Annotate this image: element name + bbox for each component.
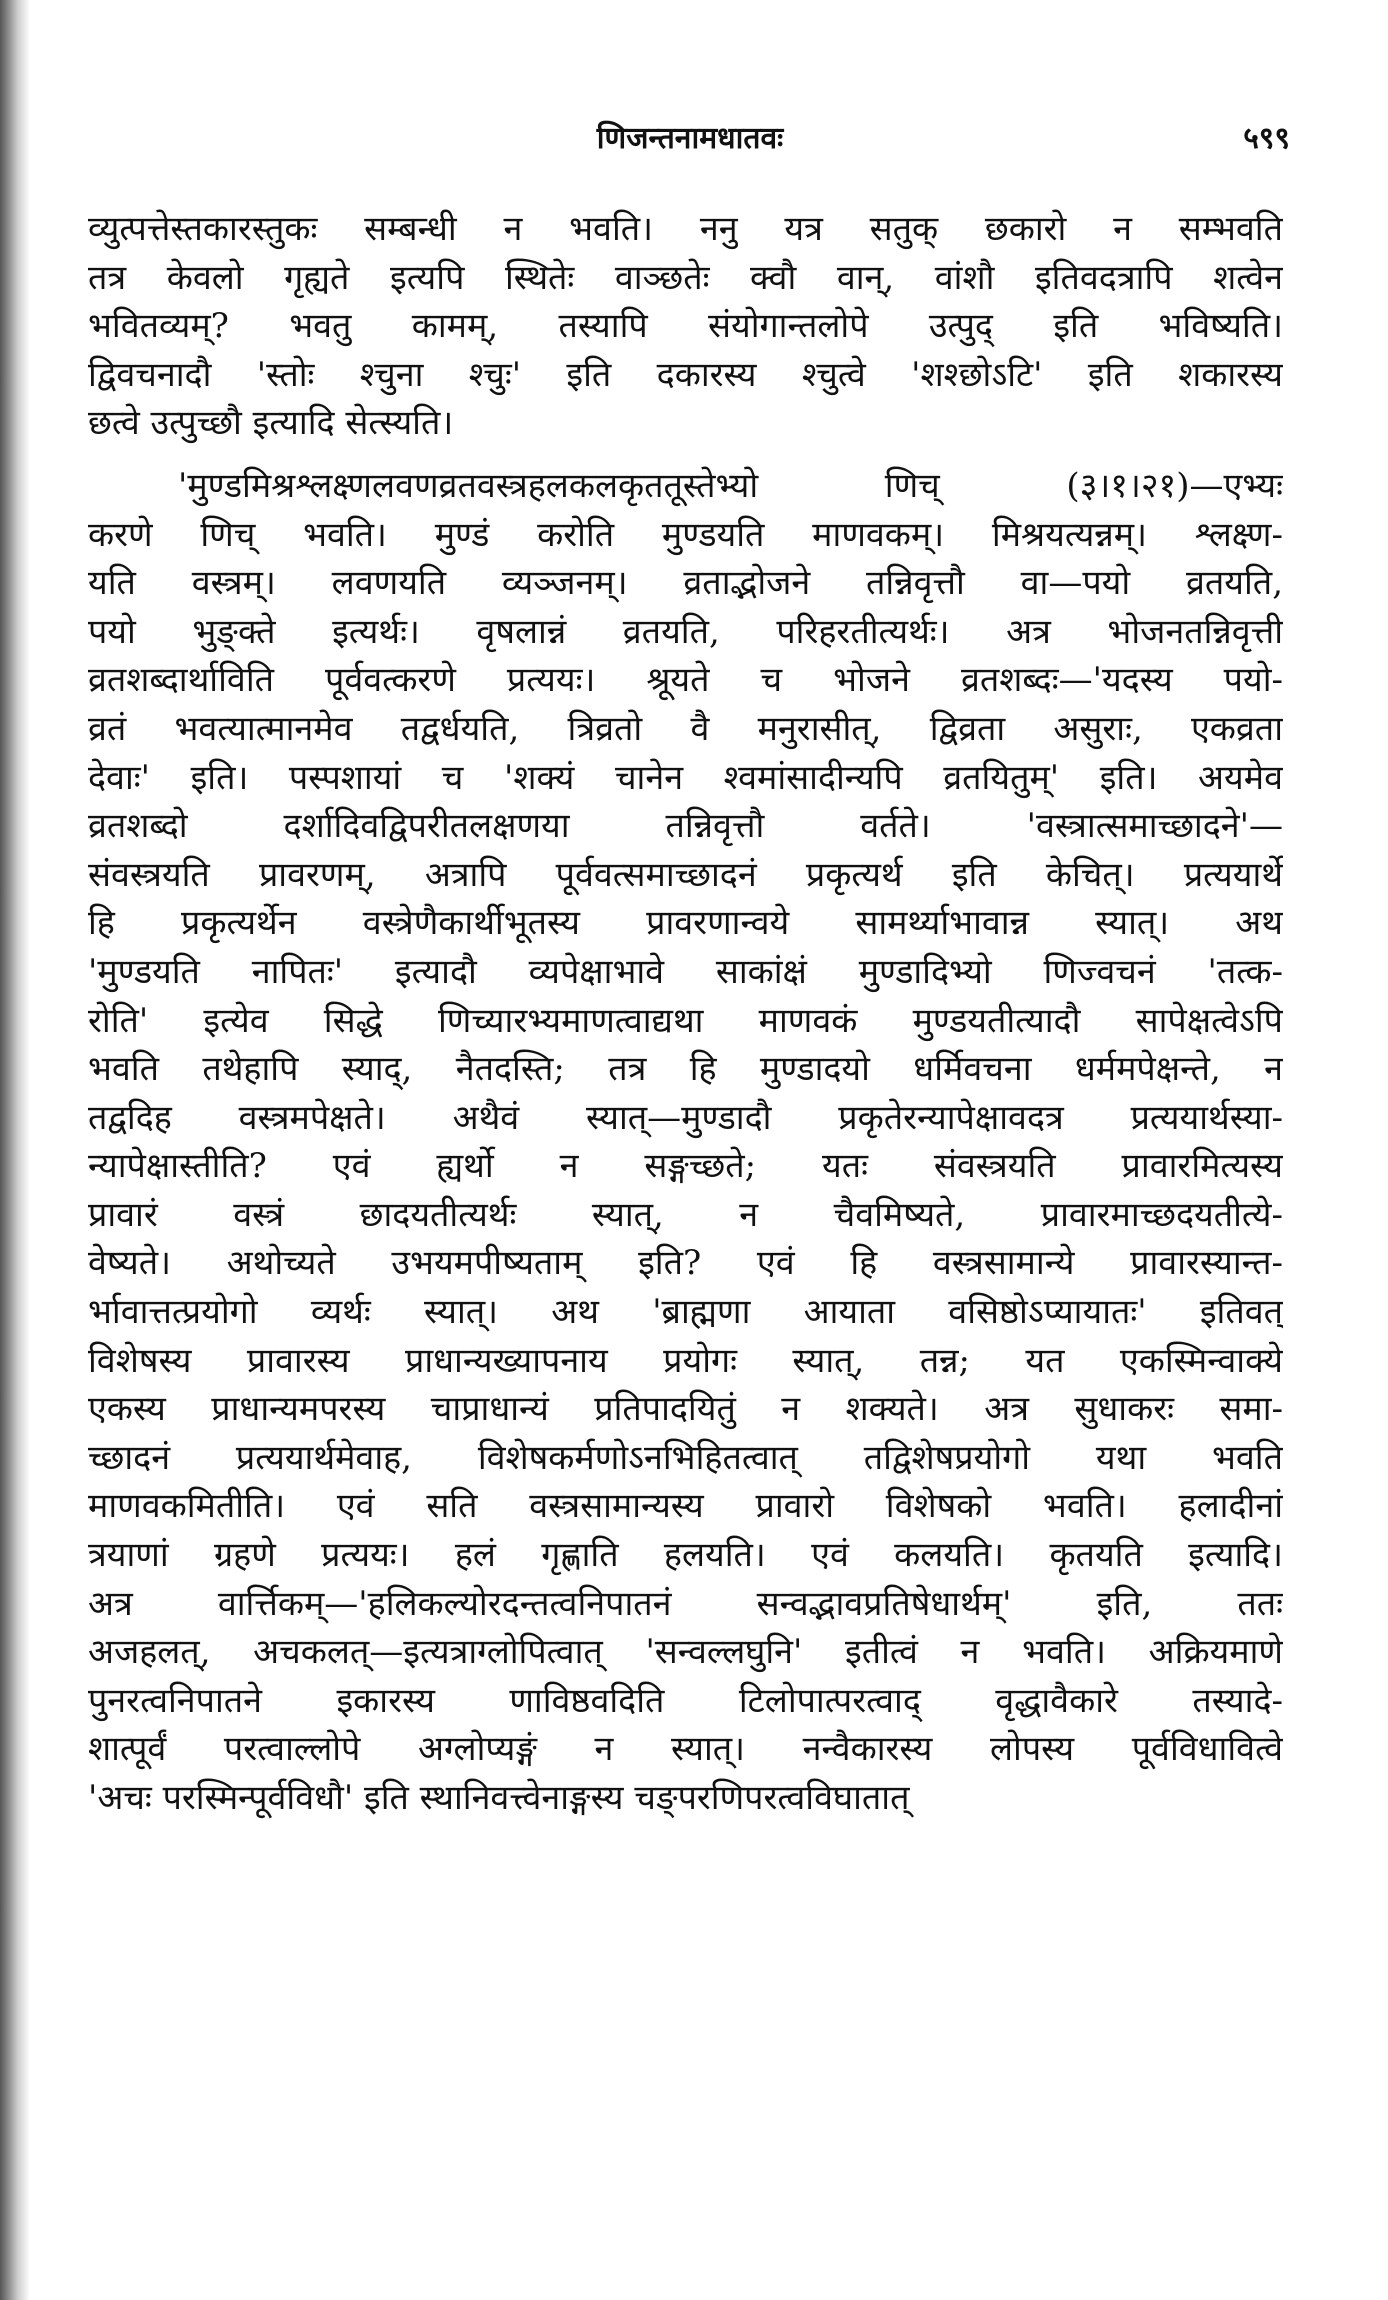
paragraph-1 bbox=[88, 205, 1283, 448]
text-line: 'मुण्डयति नापितः' इत्यादौ व्यपेक्षाभावे साकांक्षं मुण्डादिभ्यो णिज्वचनं 'तत्क- bbox=[88, 951, 1283, 992]
paragraph-2 bbox=[88, 462, 1283, 1823]
text-line: अत्र वार्त्तिकम्—'हलिकल्योरदन्तत्वनिपातनं सन्वद्भावप्रतिषेधार्थम्' इति, ततः bbox=[88, 1583, 1283, 1624]
text-line: व्रतशब्दार्थाविति पूर्ववत्करणे प्रत्ययः। श्रूयते च भोजने व्रतशब्दः—'यदस्य पयो- bbox=[88, 660, 1283, 701]
text-line: त्रयाणां ग्रहणे प्रत्ययः। हलं गृह्णाति हलयति। एवं कलयति। कृतयति इत्यादि। bbox=[88, 1535, 1283, 1576]
text-line: न्यापेक्षास्तीति? एवं ह्यर्थो न सङ्गच्छते; यतः संवस्त्रयति प्रावारमित्यस्य bbox=[88, 1146, 1283, 1187]
text-line: प्रावारं वस्त्रं छादयतीत्यर्थः स्यात्, न चैवमिष्यते, प्रावारमाच्छदयतीत्ये- bbox=[88, 1194, 1283, 1235]
text-line: च्छादनं प्रत्ययार्थमेवाह, विशेषकर्मणोऽनभिहितत्वात् तद्विशेषप्रयोगो यथा भवति bbox=[88, 1437, 1283, 1478]
text-line: 'अचः परस्मिन्पूर्वविधौ' इति स्थानिवत्त्वेनाङ्गस्य चङ्परणिपरत्वविघातात् bbox=[88, 1778, 910, 1818]
text-line: द्विवचनादौ 'स्तोः श्चुना श्चुः' इति दकारस्य श्चुत्वे 'शश्छोऽटि' इति शकारस्य bbox=[88, 354, 1283, 395]
text-line: पयो भुङ्क्ते इत्यर्थः। वृषलान्नं व्रतयति, परिहरतीत्यर्थः। अत्र भोजनतन्निवृत्ती bbox=[88, 611, 1283, 652]
text-line: अजहलत्, अचकलत्—इत्यत्राग्लोपित्वात् 'सन्वल्लघुनि' इतीत्वं न भवति। अक्रियमाणे bbox=[88, 1632, 1283, 1673]
text-line: एकस्य प्राधान्यमपरस्य चाप्राधान्यं प्रतिपादयितुं न शक्यते। अत्र सुधाकरः समा- bbox=[88, 1389, 1283, 1430]
text-line: यति वस्त्रम्। लवणयति व्यञ्जनम्। व्रताद्भोजने तन्निवृत्तौ वा—पयो व्रतयति, bbox=[88, 563, 1283, 604]
text-line: विशेषस्य प्रावारस्य प्राधान्यख्यापनाय प्रयोगः स्यात्, तन्न; यत एकस्मिन्वाक्ये bbox=[88, 1340, 1283, 1381]
text-line: छत्वे उत्पुच्छौ इत्यादि सेत्स्यति। bbox=[88, 403, 454, 444]
text-line: शात्पूर्वं परत्वाल्लोपे अग्लोप्यङ्गं न स्यात्। नन्वैकारस्य लोपस्य पूर्वविधावित्वे bbox=[88, 1729, 1283, 1770]
text-line: र्भावात्तत्प्रयोगो व्यर्थः स्यात्। अथ 'ब्राह्मणा आयाता वसिष्ठोऽप्यायातः' इतिवत् bbox=[88, 1292, 1283, 1333]
page-title: णिजन्तनामधातवः bbox=[596, 121, 784, 156]
text-line: व्युत्पत्तेस्तकारस्तुकः सम्बन्धी न भवति। ननु यत्र सतुक् छकारो न सम्भवति bbox=[88, 209, 1283, 249]
page-number: ५९९ bbox=[1243, 121, 1290, 156]
text-line: तत्र केवलो गृह्यते इत्यपि स्थितेः वाञ्छतेः क्वौ वान्, वांशौ इतिवदत्रापि शत्वेन bbox=[88, 257, 1283, 298]
text-line: वेष्यते। अथोच्यते उभयमपीष्यताम् इति? एवं हि वस्त्रसामान्ये प्रावारस्यान्त- bbox=[88, 1243, 1283, 1284]
text-line: माणवकमितीति। एवं सति वस्त्रसामान्यस्य प्रावारो विशेषको भवति। हलादीनां bbox=[88, 1486, 1283, 1527]
text-line: भवितव्यम्? भवतु कामम्, तस्यापि संयोगान्तलोपे उत्पुद् इति भविष्यति। bbox=[88, 306, 1283, 347]
text-line: व्रतं भवत्यात्मानमेव तद्वर्धयति, त्रिव्रतो वै मनुरासीत्, द्विव्रता असुराः, एकव्रता bbox=[88, 708, 1283, 749]
text-line: तद्वदिह वस्त्रमपेक्षते। अथैवं स्यात्—मुण्डादौ प्रकृतेरन्यापेक्षावदत्र प्रत्ययार्थस्या- bbox=[88, 1097, 1283, 1138]
text-line: रोति' इत्येव सिद्धे णिच्यारभ्यमाणत्वाद्यथा माणवकं मुण्डयतीत्यादौ सापेक्षत्वेऽपि bbox=[88, 1000, 1283, 1041]
text-line: 'मुण्डमिश्रश्लक्ष्णलवणव्रतवस्त्रहलकलकृततूस्तेभ्यो णिच् (३।१।२१)—एभ्यः bbox=[178, 465, 1283, 506]
text-line: देवाः' इति। पस्पशायां च 'शक्यं चानेन श्वमांसादीन्यपि व्रतयितुम्' इति। अयमेव bbox=[88, 757, 1283, 798]
binding-edge bbox=[0, 0, 30, 2300]
text-line: संवस्त्रयति प्रावरणम्, अत्रापि पूर्ववत्समाच्छादनं प्रकृत्यर्थ इति केचित्। प्रत्ययार्थे bbox=[88, 854, 1283, 895]
text-line: हि प्रकृत्यर्थेन वस्त्रेणैकार्थीभूतस्य प्रावरणान्वये सामर्थ्याभावान्न स्यात्। अथ bbox=[88, 903, 1283, 944]
text-line: पुनरत्वनिपातने इकारस्य णाविष्ठवदिति टिलोपात्परत्वाद् वृद्धावैकारे तस्यादे- bbox=[88, 1680, 1283, 1721]
text-line: करणे णिच् भवति। मुण्डं करोति मुण्डयति माणवकम्। मिश्रयत्यन्नम्। श्लक्ष्ण- bbox=[88, 514, 1283, 555]
text-line: व्रतशब्दो दर्शादिवद्विपरीतलक्षणया तन्निवृत्तौ वर्तते। 'वस्त्रात्समाच्छादने'— bbox=[88, 806, 1283, 847]
body-text bbox=[88, 205, 1283, 2205]
running-header bbox=[90, 110, 1290, 160]
text-line: भवति तथेहापि स्याद्, नैतदस्ति; तत्र हि मुण्डादयो धर्मिवचना धर्ममपेक्षन्ते, न bbox=[88, 1049, 1283, 1090]
